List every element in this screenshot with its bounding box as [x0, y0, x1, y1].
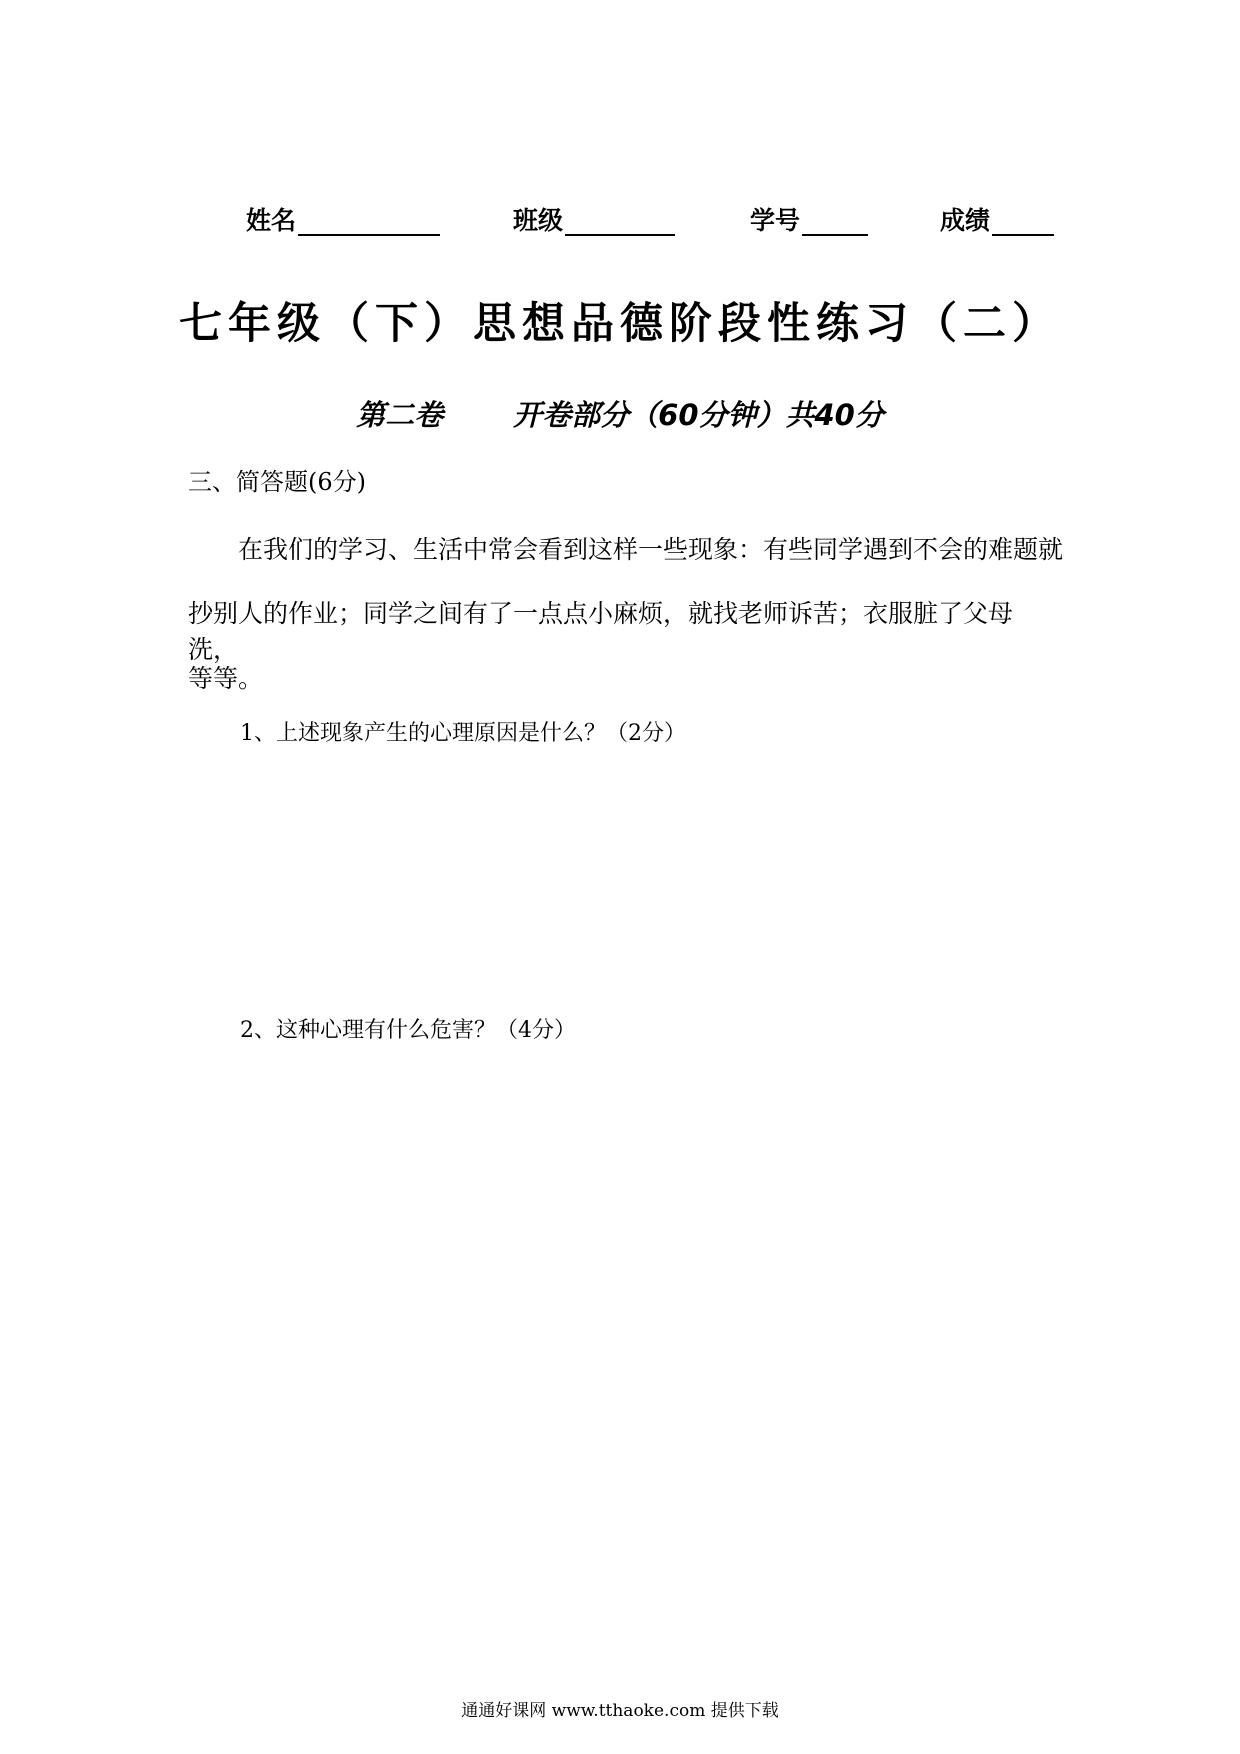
name-blank — [298, 204, 440, 236]
footer-credit: 通通好课网 www.tthaoke.com 提供下载 — [461, 1701, 779, 1721]
student-id-blank — [802, 204, 868, 236]
question-2: 2、这种心理有什么危害？（4分） — [240, 1018, 576, 1043]
scenario-paragraph-line: 在我们的学习、生活中常会看到这样一些现象：有些同学遇到不会的难题就 — [238, 535, 1064, 564]
class-blank — [565, 204, 675, 236]
question-1: 1、上述现象产生的心理原因是什么？（2分） — [240, 721, 686, 746]
student-info-line — [0, 196, 1240, 236]
scenario-paragraph-line: 抄别人的作业；同学之间有了一点点小麻烦，就找老师诉苦；衣服脏了父母洗， — [188, 599, 1014, 664]
scenario-paragraph-line: 等等。 — [188, 664, 264, 693]
paper-part-description: 开卷部分（60分钟）共40分 — [513, 398, 884, 432]
name-field — [246, 196, 440, 236]
score-field — [940, 196, 1054, 236]
score-blank — [992, 204, 1054, 236]
section-heading: 三、简答题(6分) — [188, 468, 366, 496]
exam-title: 七年级（下）思想品德阶段性练习（二） — [179, 299, 1061, 349]
score-label: 成绩 — [940, 206, 991, 235]
student-id-field — [750, 196, 868, 236]
name-label: 姓名 — [246, 206, 297, 235]
class-field — [513, 196, 675, 236]
exam-subtitle — [0, 393, 1240, 434]
paper-part-label: 第二卷 — [356, 398, 444, 432]
student-id-label: 学号 — [750, 206, 801, 235]
class-label: 班级 — [513, 206, 564, 235]
